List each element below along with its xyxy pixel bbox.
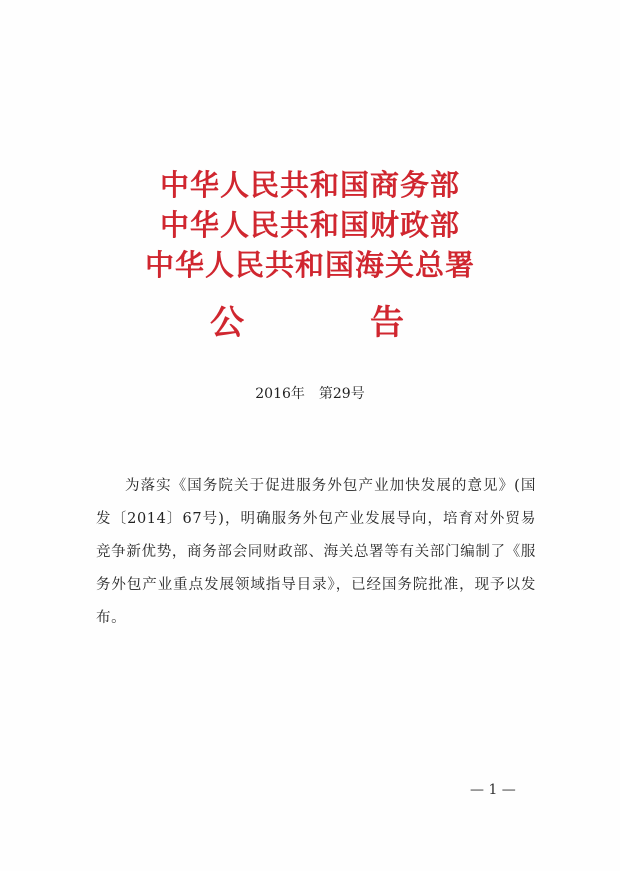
notice-heading-char-1: 公 <box>210 303 244 343</box>
issuer-customs-administration: 中华人民共和国海关总署 <box>144 248 475 282</box>
body-text <box>96 470 536 635</box>
document-number: 2016年 第29号 <box>255 386 365 402</box>
issuer-ministry-of-commerce: 中华人民共和国商务部 <box>159 168 460 202</box>
body-paragraph: 为落实《国务院关于促进服务外包产业加快发展的意见》(国发〔2014〕67号)，明确服务外包产业发展导向，培育对外贸易竞争新优势，商务部会同财政部、海关总署等有关部门编制了《服务外包产业重点发展领域指导目录》，已经国务院批准，现予以发布。 <box>96 478 536 626</box>
issuer-ministry-of-finance: 中华人民共和国财政部 <box>159 208 460 242</box>
notice-heading-char-2: 告 <box>370 303 404 343</box>
page-number: — 1 — <box>470 782 516 798</box>
notice-heading <box>0 300 620 346</box>
